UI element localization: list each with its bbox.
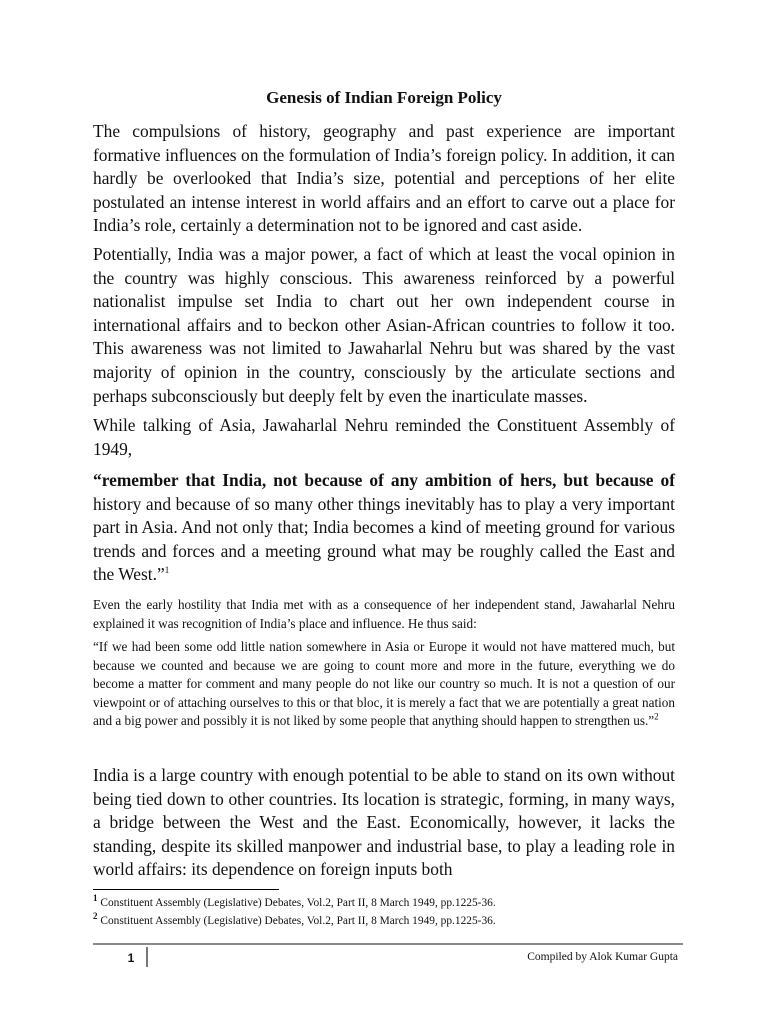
nehru-quote-1 [93,469,675,587]
page-title: Genesis of Indian Foreign Policy [266,88,502,107]
nehru-quote-2-body: “If we had been some odd little nation somewhere in Asia or Europe it would not have mattered much, but because we counted and because we are going to count more and more in the future, everything we do become a matter for comment and many people do not like our country so much. It is not a question of our viewpoint or of attaching ourselves to this or that bloc, it is merely a fact that we are potentially a great nation and a big power and possibly it is not liked by some people that anything should happen to strengthen us.” [93,639,675,729]
paragraph-1 [93,120,675,238]
paragraph-1-text: The compulsions of history, geography and past experience are important formative influences on the formulation of India’s foreign policy. In addition, it can hardly be overlooked that India’s size, potential and perceptions of her elite postulated an intense interest in world affairs and an effort to carve out a place for India’s role, certainly a determination not to be ignored and cast aside. [93,121,675,236]
paragraph-2 [93,243,675,408]
paragraph-3 [93,414,675,461]
footnote-2-mark: 2 [93,911,98,922]
footnote-1 [93,893,683,910]
footnote-1-mark: 1 [93,893,98,904]
paragraph-3-text: While talking of Asia, Jawaharlal Nehru reminded the Constituent Assembly of 1949, [93,415,675,459]
paragraph-4 [93,596,675,633]
nehru-quote-2-text [93,638,675,731]
page-number: 1 [127,951,135,965]
nehru-quote-1-text [93,469,675,587]
footnote-ref-2: 2 [654,711,659,722]
footnote-divider [93,889,279,890]
page-number-separator [146,947,148,967]
paragraph-5-text: India is a large country with enough potential to be able to stand on its own without being tied down to other countries. Its location is strategic, forming, in many ways, a bridge between the West and the East. Economically, however, it lacks the standing, despite its skilled manpower and industrial base, to play a leading role in world affairs: its dependence on foreign inputs both [93,765,675,880]
nehru-quote-2 [93,638,675,731]
footer-compiled-by: Compiled by Alok Kumar Gupta [527,951,678,963]
paragraph-5 [93,764,675,882]
footer-divider [93,943,683,945]
footnote-2-text: Constituent Assembly (Legislative) Debates, Vol.2, Part II, 8 March 1949, pp.1225-36. [100,915,496,927]
paragraph-2-text: Potentially, India was a major power, a fact of which at least the vocal opinion in the country was highly conscious. This awareness reinforced by a powerful nationalist impulse set India to chart out her own independent course in international affairs and to beckon other Asian-African countries to follow it too. This awareness was not limited to Jawaharlal Nehru but was shared by the vast majority of opinion in the country, consciously by the articulate sections and perhaps subconsciously but deeply felt by even the inarticulate masses. [93,244,675,406]
footnote-1-text: Constituent Assembly (Legislative) Debates, Vol.2, Part II, 8 March 1949, pp.1225-36. [100,897,496,909]
paragraph-4-text: Even the early hostility that India met with as a consequence of her independent stand, Jawaharlal Nehru explained it was recognition of India’s place and influence. He thus said: [93,597,675,631]
nehru-quote-1-opening: “remember that India, not because of any ambition of hers, but because of [93,470,675,490]
footnote-ref-1: 1 [164,565,170,576]
footnote-2 [93,911,683,928]
nehru-quote-1-body: history and because of so many other things inevitably has to play a very important part in Asia. And not only that; India becomes a kind of meeting ground for various trends and forces and a meeting ground what may be roughly called the East and the West.” [93,493,675,585]
